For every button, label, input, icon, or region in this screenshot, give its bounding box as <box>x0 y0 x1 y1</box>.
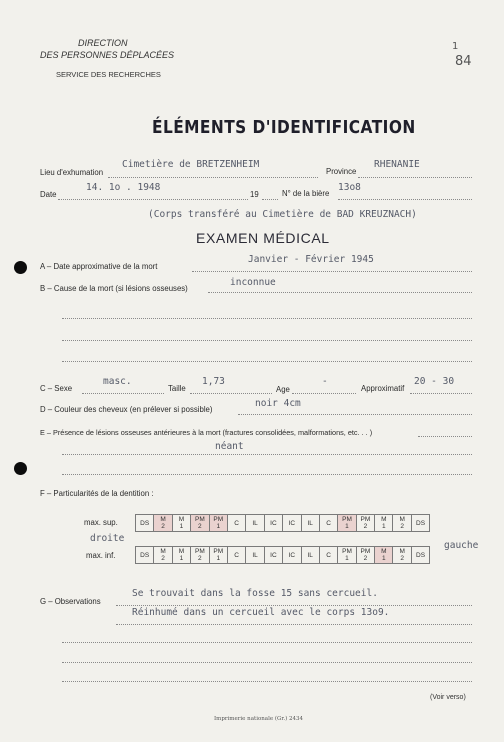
lieu-value: Cimetière de BRETZENHEIM <box>122 159 260 170</box>
lower-tooth-1 <box>154 547 172 564</box>
a-label: A – Date approximative de la mort <box>40 262 158 271</box>
tooth-type: PM <box>194 548 205 555</box>
tooth-type: PM <box>213 548 224 555</box>
c-age-label: Age <box>276 385 290 394</box>
tooth-type: C <box>234 519 239 527</box>
header-service: SERVICE DES RECHERCHES <box>56 70 161 79</box>
upper-tooth-0 <box>136 515 154 532</box>
dentition-upper-table <box>135 514 430 532</box>
tooth-type: DS <box>140 519 150 527</box>
tooth-type: PM <box>213 516 224 523</box>
tooth-type: M <box>178 548 185 555</box>
province-label: Province <box>326 167 357 176</box>
dentition-inf-label: max. inf. <box>86 551 116 560</box>
tooth-number: 2 <box>400 523 404 530</box>
tooth-number: 1 <box>381 523 386 530</box>
corner-mark: 1 <box>452 41 459 52</box>
lower-tooth-14 <box>393 547 411 564</box>
tooth-type: M <box>160 516 166 523</box>
lower-tooth-3 <box>191 547 209 564</box>
upper-tooth-12 <box>356 515 374 532</box>
upper-tooth-4 <box>209 515 227 532</box>
upper-tooth-7 <box>264 515 282 532</box>
voir-verso: (Voir verso) <box>430 694 466 701</box>
tooth-number: 2 <box>161 523 165 530</box>
lower-tooth-0 <box>136 547 154 564</box>
tooth-number: 1 <box>216 555 221 562</box>
tooth-number: 1 <box>345 523 349 530</box>
upper-tooth-13 <box>375 515 393 532</box>
exam-subtitle: EXAMEN MÉDICAL <box>196 230 330 246</box>
tooth-number: 2 <box>198 523 202 530</box>
lower-tooth-2 <box>172 547 190 564</box>
c-sexe-value: masc. <box>103 376 132 387</box>
lower-tooth-6 <box>246 547 264 564</box>
lower-tooth-10 <box>319 547 337 564</box>
punch-hole-top <box>14 261 27 274</box>
document-title: ÉLÉMENTS D'IDENTIFICATION <box>152 118 416 138</box>
tooth-number: 1 <box>345 555 349 562</box>
province-value: RHENANIE <box>374 159 420 170</box>
upper-tooth-8 <box>283 515 301 532</box>
lieu-label: Lieu d'exhumation <box>40 168 104 177</box>
tooth-type: M <box>399 548 405 555</box>
lower-tooth-9 <box>301 547 319 564</box>
upper-tooth-3 <box>191 515 209 532</box>
tooth-type: C <box>234 551 239 559</box>
tooth-type: DS <box>140 551 150 559</box>
tooth-type: IC <box>288 519 296 527</box>
tooth-type: M <box>381 516 387 523</box>
f-label: F – Particularités de la dentition : <box>40 489 154 498</box>
tooth-type: DS <box>416 551 426 559</box>
d-value: noir 4cm <box>255 398 301 409</box>
header-direction: DIRECTION <box>78 38 128 48</box>
g-label: G – Observations <box>40 597 101 606</box>
tooth-number: 2 <box>198 555 202 562</box>
upper-tooth-5 <box>227 515 245 532</box>
tooth-type: M <box>178 516 185 523</box>
tooth-type: IC <box>270 519 277 527</box>
tooth-type: IL <box>307 519 313 527</box>
upper-tooth-11 <box>338 515 356 532</box>
upper-tooth-15 <box>411 515 429 532</box>
d-label: D – Couleur des cheveux (en prélever si possible) <box>40 405 213 414</box>
tooth-type: PM <box>360 548 371 555</box>
tooth-number: 2 <box>161 555 165 562</box>
dentition-sup-label: max. sup. <box>84 518 118 527</box>
tooth-type: DS <box>416 519 426 527</box>
tooth-type: PM <box>342 516 352 523</box>
tooth-type: IC <box>288 551 296 559</box>
tooth-number: 1 <box>216 523 221 530</box>
corner-number: 84 <box>455 54 472 69</box>
tooth-type: IL <box>307 551 313 559</box>
upper-tooth-2 <box>172 515 190 532</box>
tooth-type: M <box>381 548 387 555</box>
tooth-type: PM <box>360 516 371 523</box>
c-approx-label: Approximatif <box>361 384 405 393</box>
a-value: Janvier - Février 1945 <box>248 254 374 265</box>
punch-hole-bottom <box>14 462 27 475</box>
tooth-type: IC <box>270 551 277 559</box>
tooth-type: M <box>160 548 166 555</box>
dentition-right-label: gauche <box>444 540 479 551</box>
e-value: néant <box>215 441 244 452</box>
c-taille-label: Taille <box>168 384 186 393</box>
lower-tooth-15 <box>411 547 429 564</box>
date-label: Date <box>40 190 57 199</box>
tooth-type: IL <box>252 519 258 527</box>
c-approx-value: 20 - 30 <box>414 376 455 387</box>
e-label: E – Présence de lésions osseuses antérieures à la mort (fractures consolidées, malformations, etc. . . ) <box>40 428 373 437</box>
biere-label: N° de la bière <box>282 189 330 198</box>
lower-tooth-8 <box>283 547 301 564</box>
tooth-number: 2 <box>363 555 368 562</box>
lower-tooth-13 <box>375 547 393 564</box>
lower-tooth-4 <box>209 547 227 564</box>
b-value: inconnue <box>230 277 276 288</box>
lower-tooth-7 <box>264 547 282 564</box>
tooth-type: PM <box>194 516 205 523</box>
tooth-number: 1 <box>179 555 184 562</box>
tooth-type: PM <box>342 548 352 555</box>
c-sexe-label: C – Sexe <box>40 384 73 393</box>
tooth-type: IL <box>252 551 258 559</box>
observation-line-1: Se trouvait dans la fosse 15 sans cercueil. <box>132 588 378 599</box>
dentition-left-label: droite <box>90 533 125 544</box>
c-taille-value: 1,73 <box>202 376 225 387</box>
dentition-lower-table <box>135 546 430 564</box>
observation-line-2: Réinhumé dans un cercueil avec le corps 13o9. <box>132 607 390 618</box>
transfer-note: (Corps transféré au Cimetière de BAD KREUZNACH) <box>148 209 417 220</box>
b-label: B – Cause de la mort (si lésions osseuses) <box>40 284 188 293</box>
printer-imprint: Imprimerie nationale (Gr.) 2434 <box>214 716 304 722</box>
tooth-type: C <box>326 519 331 527</box>
tooth-number: 2 <box>363 523 368 530</box>
tooth-type: M <box>399 516 405 523</box>
upper-tooth-9 <box>301 515 319 532</box>
tooth-number: 1 <box>179 523 184 530</box>
header-personnes: DES PERSONNES DÉPLACÉES <box>40 50 175 60</box>
upper-tooth-6 <box>246 515 264 532</box>
upper-tooth-10 <box>319 515 337 532</box>
lower-tooth-5 <box>227 547 245 564</box>
date-value: 14. 1o . 1948 <box>86 182 161 193</box>
lower-tooth-11 <box>338 547 356 564</box>
date-year-prefix: 19 <box>250 190 259 199</box>
tooth-number: 1 <box>381 555 386 562</box>
tooth-type: C <box>326 551 331 559</box>
lower-tooth-12 <box>356 547 374 564</box>
tooth-number: 2 <box>400 555 404 562</box>
upper-tooth-14 <box>393 515 411 532</box>
biere-value: 13o8 <box>338 182 361 193</box>
upper-tooth-1 <box>154 515 172 532</box>
c-age-value: - <box>322 376 328 387</box>
